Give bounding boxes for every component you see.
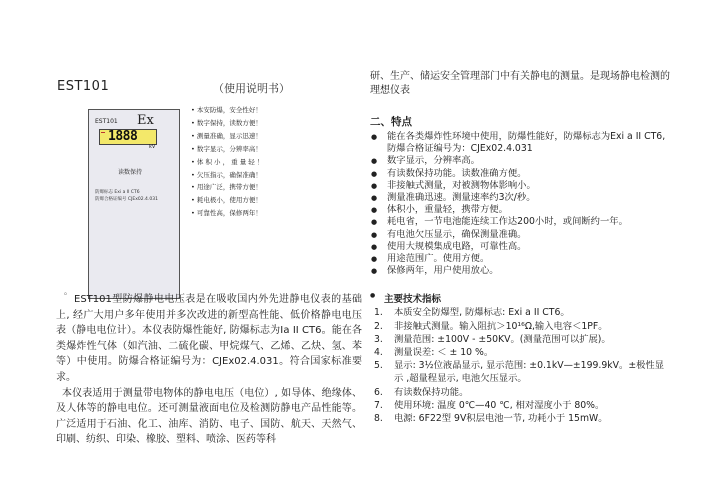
document-title: EST101 [57,79,110,94]
spec-number: 8. [374,413,383,425]
intro-continuation: 研、生产、储运安全管理部门中有关静电的测量。是现场静电检测的理想仪表 [370,71,670,96]
spec-item [370,306,670,319]
specs-list [370,306,670,425]
device-illustration [88,109,180,299]
document-subtitle: （使用说明书） [213,82,290,95]
feature-item: ● 耗电省，一节电池能连续工作达200小时，或间断约一年。 [370,216,670,228]
mini-feature: • 数字保持，读数方便！ [191,118,262,127]
feature-item: ● 能在各类爆炸性环境中使用，防爆性能好，防爆标志为Exi a II CT6, 防爆合格证编号为：CJEx02.4.031 [370,131,670,155]
spec-item [370,346,670,359]
spec-number: 1. [374,307,383,319]
device-cert-line-2: 防爆合格证编号 CJEx02.4.031 [95,197,158,202]
spec-item [370,399,670,412]
spec-number: 2. [374,320,383,332]
spec-number: 6. [374,386,383,398]
spec-text: 电源: 6F22型 9V积层电池一节, 功耗小于 15mW。 [394,413,608,425]
intro-paragraph-2: 本仪表适用于测量带电物体的静电电压（电位）, 如导体、绝缘体、及人体等的静电电位。还可测量液面电位及检测防静电产品性能等。广泛适用于石油、化工、油库、消防、电子、国防、航天、天然气、印刷、纺织、印染、橡胶、塑料、喷涂、医药等科 [56,387,362,446]
mini-feature: • 测量准确，显示迅速！ [191,131,262,140]
spec-item [370,412,670,425]
feature-item: ● 保修两年，用户使用放心。 [370,265,670,277]
features-list [370,131,670,277]
mini-feature: • 用途广泛，携带方便！ [191,183,262,192]
feature-item: ● 测量准确迅速。测量速率约3次/秒。 [370,192,670,204]
device-lcd [99,129,157,145]
device-model-label: EST101 [95,118,118,125]
mini-feature: • 欠压指示，确保准确！ [191,170,262,179]
lcd-minus-sign [101,132,105,133]
spec-number: 3. [374,333,383,345]
spec-number: 5. [374,360,383,372]
mini-feature: • 耗电极小，使用方便！ [191,196,262,205]
feature-item: ● 用途范围广。使用方便。 [370,253,670,265]
spec-text: 本质安全防爆型, 防爆标志: Exi a II CT6。 [394,307,570,319]
features-heading: 二、特点 [370,116,412,128]
spec-text: 非接触式测量。输入阻抗＞10¹⁶Ω,输入电容＜1PF。 [394,320,608,332]
feature-item: ● 使用大规模集成电路，可靠性高。 [370,241,670,253]
feature-item: ● 有电池欠压显示，确保测量准确。 [370,229,670,241]
spec-text: 使用环境: 温度 0℃—40 ℃, 相对湿度小于 80%。 [394,399,605,411]
spec-item [370,386,670,399]
specs-heading: ● 主要技术指标 [370,291,670,305]
feature-item: ● 体积小，重量轻，携带方便。 [370,204,670,216]
hold-button-label: 读数保持 [118,169,143,176]
spec-text: 测量范围: ±100V - ±50KV。(测量范围可以扩展)。 [394,333,611,345]
right-column [370,70,670,425]
mini-feature-list [191,104,263,220]
intro-paragraph-1: EST101型防爆静电电压表是在吸收国内外先进静电仪表的基础上, 经广大用户多年使用并多次改进的新型高性能、低价格静电电压表（静电电位计）。本仪表防爆性能好, 防爆标志为Ⅰa II CT6。能在各类爆炸性气体（如汽油、二硫化碳、甲烷煤气、乙烯、乙炔、氢、苯等）中使用。防爆合格证编号为：CJEx02.4.031。符合国家标准要求。 [56,294,362,383]
spec-item [370,359,670,385]
spec-number: 4. [374,347,383,359]
device-cert-line-1: 防爆标志 Exi a II CT6 [95,190,140,195]
spec-text: 显示: 3½位液晶显示, 显示范围: ±0.1kV—±199.9kV。±极性显示 ,超量程显示, 电池欠压显示。 [394,360,665,385]
spec-item [370,333,670,346]
lcd-unit: kV [149,144,156,150]
mini-feature: • 本安防爆，安全性好！ [191,106,262,114]
spec-text: 测量误差: ＜ ± 10 %。 [394,347,494,359]
spec-number: 7. [374,399,383,411]
feature-item: ● 数字显示，分辨率高。 [370,155,670,167]
mini-feature: • 可靠性高，保修两年！ [191,209,262,218]
feature-item: ● 非接触式测量，对被测物体影响小。 [370,180,670,192]
mini-feature: • 体 积 小 ， 重 量 轻 ！ [191,157,264,166]
lcd-reading: 1888 [108,129,138,144]
ex-mark: Ex [137,113,154,128]
spec-text: 有读数保持功能。 [394,386,469,398]
feature-item: ● 有读数保持功能。读数准确方便。 [370,168,670,180]
spec-item [370,320,670,333]
mini-feature: • 数字显示，分辨率高！ [191,144,262,153]
stray-mark: 。 [64,287,72,296]
intro-text [56,292,362,448]
